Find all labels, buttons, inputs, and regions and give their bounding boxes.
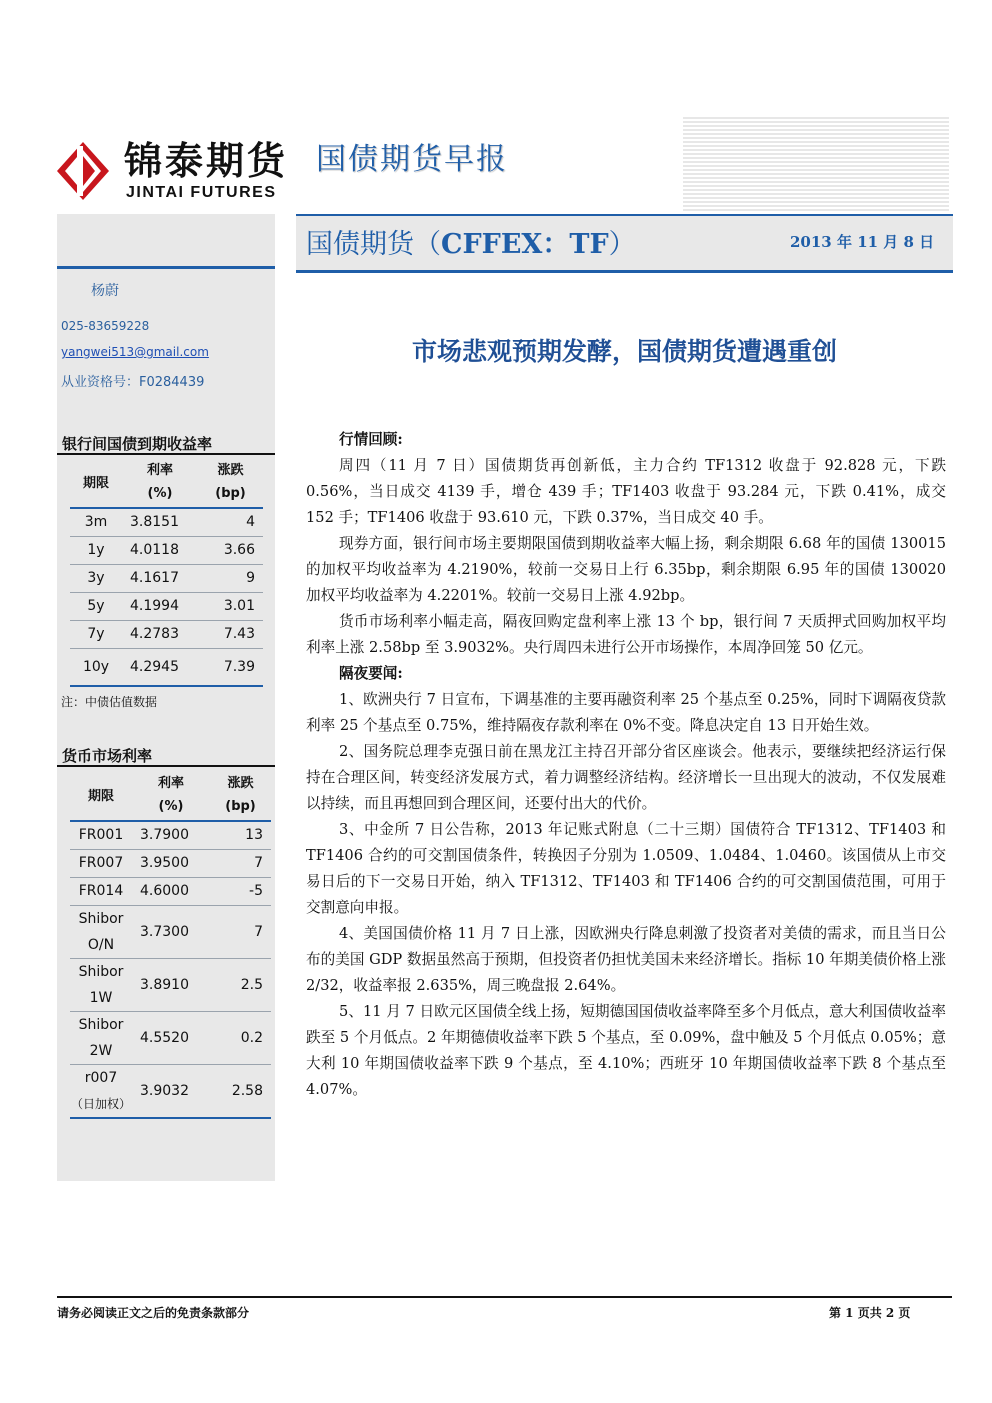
rate-cell: 3.9032	[132, 1064, 210, 1118]
change-cell: 2.5	[210, 958, 271, 1011]
table-row	[70, 1011, 271, 1064]
table-row	[70, 849, 271, 877]
yield-table	[70, 456, 263, 687]
yield-header-term: 期限	[70, 456, 122, 508]
article-paragraph: 2、国务院总理李克强日前在黑龙江主持召开部分省区座谈会。他表示，要继续把经济运行保持在合理区间，转变经济发展方式，着力调整经济结构。经济增长一旦出现大的波动，不仅发展难以持续，而且再想回到合理区间，还要付出大的代价。	[306, 743, 946, 812]
term-line-1: Shibor	[78, 1016, 124, 1033]
term-line-2: 2W	[89, 1042, 113, 1059]
article-paragraph: 5、11 月 7 日欧元区国债全线上扬，短期德国国债收益率降至多个月低点，意大利国债收益率跌至 5 个月低点。2 年期德债收益率下跌 5 个基点，至 0.09%，盘中触及 5 个月低点 0.05%；意大利 10 年期国债收益率下跌 9 个基点，至 4.10%；西班牙 10 年期国债收益率下跌 8 个基点至 4.07%。	[306, 1003, 946, 1098]
rate-cell: 4.0118	[122, 536, 198, 564]
table-row	[70, 877, 271, 905]
footer-disclaimer: 请务必阅读正文之后的免责条款部分	[57, 1306, 250, 1320]
topic-suffix: ）	[608, 229, 636, 260]
report-date: 2013 年 11 月 8 日	[790, 233, 935, 251]
yield-header-rate-unit: (%)	[122, 480, 198, 508]
money-header-change-unit: (bp)	[210, 793, 271, 821]
topic-code: CFFEX：TF	[441, 229, 609, 260]
article-paragraph: 货币市场利率小幅走高，隔夜回购定盘利率上涨 13 个 bp，银行间 7 天质押式回购加权平均利率上涨 2.58bp 至 3.9032%。央行周四未进行公开市场操作，本周净回笼 50 亿元。	[306, 613, 946, 656]
rate-cell: 3.7300	[132, 905, 210, 958]
sidebar-divider	[57, 266, 275, 269]
change-cell: 13	[210, 821, 271, 849]
term-cell: 10y	[70, 648, 122, 686]
table-row	[70, 958, 271, 1011]
yield-table-note: 注：中债估值数据	[61, 695, 158, 709]
money-table-title-rule	[57, 765, 275, 767]
table-row	[70, 620, 263, 648]
rate-cell: 4.2783	[122, 620, 198, 648]
change-cell: 3.01	[198, 592, 263, 620]
rate-cell: 4.5520	[132, 1011, 210, 1064]
brand-name-en: JINTAI FUTURES	[126, 184, 277, 201]
change-cell: 7.39	[198, 648, 263, 686]
rate-cell: 3.9500	[132, 849, 210, 877]
rate-cell: 3.7900	[132, 821, 210, 849]
term-line-2: O/N	[87, 936, 115, 953]
table-row	[70, 905, 271, 958]
table-row	[70, 564, 263, 592]
change-cell: 9	[198, 564, 263, 592]
term-line-2: （日加权）	[70, 1096, 131, 1111]
rate-cell: 4.2945	[122, 648, 198, 686]
analyst-license: 从业资格号：F0284439	[61, 375, 205, 390]
jintai-logo-icon	[57, 142, 109, 200]
analyst-email-link[interactable]: yangwei513@gmail.com	[61, 345, 209, 359]
term-cell: 5y	[70, 592, 122, 620]
term-cell: FR014	[70, 877, 132, 905]
term-cell: FR001	[70, 821, 132, 849]
page-number: 第 1 页共 2 页	[829, 1306, 911, 1320]
term-cell	[70, 1064, 132, 1118]
change-cell: 7.43	[198, 620, 263, 648]
report-title: 国债期货早报	[316, 142, 508, 177]
topic-title	[306, 222, 636, 261]
table-row	[70, 508, 263, 536]
money-table-title: 货币市场利率	[62, 747, 153, 765]
money-market-table	[70, 769, 271, 1119]
yield-table-title: 银行间国债到期收益率	[62, 435, 213, 453]
brand-name-cn: 锦泰期货	[124, 139, 289, 183]
yield-header-change: 涨跌	[217, 462, 244, 478]
article-paragraph: 1、欧洲央行 7 日宣布，下调基准的主要再融资利率 25 个基点至 0.25%，同时下调隔夜贷款利率 25 个基点至 0.75%，维持隔夜存款利率在 0%不变。降息决定自 13 日开始生效。	[306, 691, 946, 734]
analyst-phone: 025-83659228	[61, 319, 150, 333]
article-paragraph: 4、美国国债价格 11 月 7 日上涨，因欧洲央行降息刺激了投资者对美债的需求，而且当日公布的美国 GDP 数据虽然高于预期，但投资者仍担忧美国未来经济增长。指标 10 年期美债价格上涨 2/32，收益率报 2.635%，周三晚盘报 2.64%。	[306, 925, 946, 994]
term-cell	[70, 958, 132, 1011]
money-header-term: 期限	[70, 769, 132, 821]
rate-cell: 4.1994	[122, 592, 198, 620]
rate-cell: 4.6000	[132, 877, 210, 905]
yield-header-change-unit: (bp)	[198, 480, 263, 508]
analyst-name: 杨蔚	[91, 283, 119, 299]
table-row	[70, 592, 263, 620]
term-cell	[70, 1011, 132, 1064]
table-row	[70, 1064, 271, 1118]
term-cell: 1y	[70, 536, 122, 564]
footer-rule	[57, 1296, 952, 1298]
term-line-1: r007	[84, 1069, 118, 1086]
change-cell: 4	[198, 508, 263, 536]
rate-cell: 3.8910	[132, 958, 210, 1011]
section-heading-market-review: 行情回顾:	[339, 431, 403, 448]
term-cell	[70, 905, 132, 958]
change-cell: 7	[210, 905, 271, 958]
term-cell: 3y	[70, 564, 122, 592]
table-row	[70, 536, 263, 564]
term-line-2: 1W	[89, 989, 113, 1006]
term-cell: 3m	[70, 508, 122, 536]
yield-header-rate: 利率	[146, 462, 173, 478]
topic-prefix: 国债期货（	[306, 229, 441, 260]
change-cell: 0.2	[210, 1011, 271, 1064]
decorative-stripe-box	[683, 117, 949, 213]
table-row	[70, 821, 271, 849]
change-cell: -5	[210, 877, 271, 905]
change-cell: 2.58	[210, 1064, 271, 1118]
money-header-rate-unit: (%)	[132, 793, 210, 821]
money-header-rate: 利率	[157, 775, 184, 791]
main-headline: 市场悲观预期发酵，国债期货遭遇重创	[411, 337, 837, 366]
term-cell: 7y	[70, 620, 122, 648]
term-line-1: Shibor	[78, 910, 124, 927]
article-paragraph: 现券方面，银行间市场主要期限国债到期收益率大幅上扬，剩余期限 6.68 年的国债 130015 的加权平均收益率为 4.2190%，较前一交易日上行 6.35bp，剩余期限 6.95 年的国债 130020 加权平均收益率为 4.2201%。较前一交易日上涨 4.92bp。	[306, 535, 946, 604]
article-body	[306, 427, 946, 1103]
yield-table-title-rule	[57, 453, 275, 455]
money-header-change: 涨跌	[227, 775, 254, 791]
term-line-1: Shibor	[78, 963, 124, 980]
rate-cell: 3.8151	[122, 508, 198, 536]
change-cell: 3.66	[198, 536, 263, 564]
rate-cell: 4.1617	[122, 564, 198, 592]
change-cell: 7	[210, 849, 271, 877]
article-paragraph: 周四（11 月 7 日）国债期货再创新低，主力合约 TF1312 收盘于 92.828 元，下跌 0.56%，当日成交 4139 手，增仓 439 手；TF1403 收盘于 93.284 元，下跌 0.41%，成交 152 手；TF1406 收盘于 93.610 元，下跌 0.37%，当日成交 40 手。	[306, 457, 946, 526]
term-cell: FR007	[70, 849, 132, 877]
section-heading-overnight-news: 隔夜要闻:	[339, 665, 403, 682]
article-paragraph: 3、中金所 7 日公告称，2013 年记账式附息（二十三期）国债符合 TF1312、TF1403 和 TF1406 合约的可交割国债条件，转换因子分别为 1.0509、1.0484、1.0460。该国债从上市交易日后的下一交易日开始，纳入 TF1312、TF1403 和 TF1406 合约的可交割国债范围，可用于交割意向申报。	[306, 821, 946, 916]
table-row	[70, 648, 263, 686]
